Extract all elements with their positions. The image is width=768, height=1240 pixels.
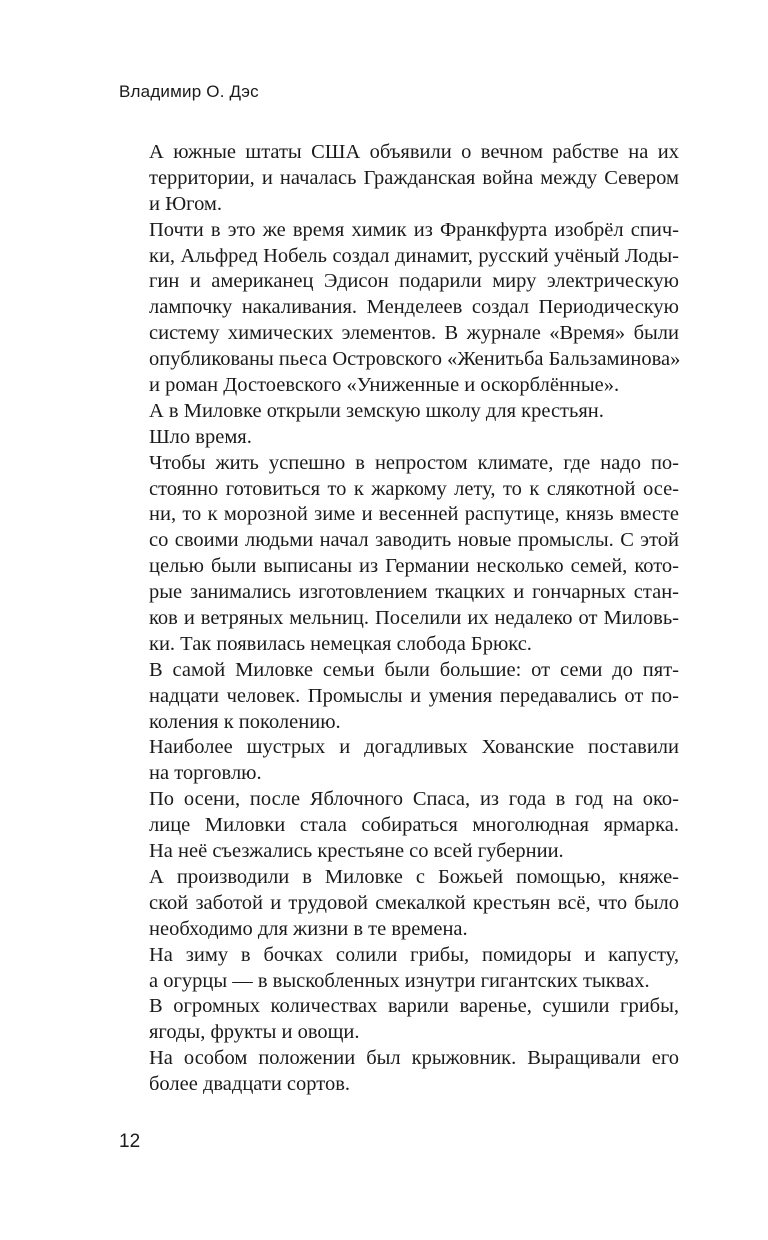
paragraph <box>119 399 679 425</box>
paragraph <box>119 140 679 218</box>
text-line: а огурцы — в выскобленных изнутри гигантских тыквах. <box>149 969 650 992</box>
paragraph <box>119 218 679 399</box>
running-head: Владимир О. Дэс <box>119 82 259 101</box>
text-line: Шло время. <box>149 425 252 448</box>
text-line: коления к поколению. <box>149 710 341 733</box>
text-line: На неё съезжались крестьяне со всей губернии. <box>149 840 564 863</box>
text-line: необходимо для жизни в те времена. <box>149 917 468 940</box>
text-line: целью были выписаны из Германии несколько семей, кото- <box>149 555 679 578</box>
text-line: более двадцати сортов. <box>149 1073 350 1096</box>
text-line: ни, то к морозной зиме и весенней распутице, князь вместе <box>149 503 679 526</box>
text-line: На зиму в бочках солили грибы, помидоры и капусту, <box>149 943 679 966</box>
paragraph <box>119 1046 679 1098</box>
text-line: рые занимались изготовлением ткацких и гончарных стан- <box>149 581 679 604</box>
paragraph <box>119 865 679 943</box>
paragraph <box>119 425 679 451</box>
paragraph <box>119 658 679 736</box>
text-line: Почти в это же время химик из Франкфурта изобрёл спич- <box>149 218 679 241</box>
body-text <box>119 140 679 1098</box>
text-line: По осени, после Яблочного Спаса, из года в год на око- <box>149 788 679 811</box>
text-line: ки, Альфред Нобель создал динамит, русский учёный Лоды- <box>149 244 679 267</box>
text-line: и Югом. <box>149 192 223 215</box>
paragraph <box>119 994 679 1046</box>
text-line: гин и американец Эдисон подарили миру электрическую <box>149 270 679 293</box>
text-line: ков и ветряных мельниц. Поселили их недалеко от Миловь- <box>149 607 679 630</box>
text-line: В огромных количествах варили варенье, сушили грибы, <box>149 995 679 1018</box>
text-line: систему химических элементов. В журнале «Время» были <box>149 322 679 345</box>
text-line: со своими людьми начал заводить новые промыслы. С этой <box>149 529 679 552</box>
text-line: и роман Достоевского «Униженные и оскорблённые». <box>149 374 620 397</box>
text-line: А южные штаты США объявили о вечном рабстве на их <box>149 141 679 163</box>
text-line: ской заботой и трудовой смекалкой крестьян всё, что было <box>149 891 679 914</box>
text-line: А в Миловке открыли земскую школу для крестьян. <box>149 399 604 422</box>
text-line: опубликованы пьеса Островского «Женитьба Бальзаминова» <box>149 348 681 371</box>
text-line: ки. Так появилась немецкая слобода Брюкс. <box>149 632 532 655</box>
text-line: Чтобы жить успешно в непростом климате, где надо по- <box>149 451 679 474</box>
text-line: Наиболее шустрых и догадливых Хованские поставили <box>149 736 679 759</box>
text-line: лице Миловки стала собираться многолюдная ярмарка. <box>149 814 679 837</box>
paragraph <box>119 735 679 787</box>
text-line: на торговлю. <box>149 762 262 785</box>
text-line: ягоды, фрукты и овощи. <box>149 1021 360 1044</box>
text-line: территории, и началась Гражданская война между Севером <box>149 166 679 189</box>
text-line: В самой Миловке семьи были большие: от семи до пят- <box>149 658 679 681</box>
text-line: А производили в Миловке с Божьей помощью, княже- <box>149 865 679 888</box>
text-line: На особом положении был крыжовник. Выращивали его <box>149 1047 679 1070</box>
text-line: надцати человек. Промыслы и умения передавались от по- <box>149 684 679 707</box>
paragraph <box>119 943 679 995</box>
paragraph <box>119 451 679 658</box>
paragraph <box>119 787 679 865</box>
page-number: 12 <box>119 1131 141 1152</box>
text-line: лампочку накаливания. Менделеев создал Периодическую <box>149 296 679 319</box>
text-line: стоянно готовиться то к жаркому лету, то к слякотной осе- <box>149 477 679 500</box>
